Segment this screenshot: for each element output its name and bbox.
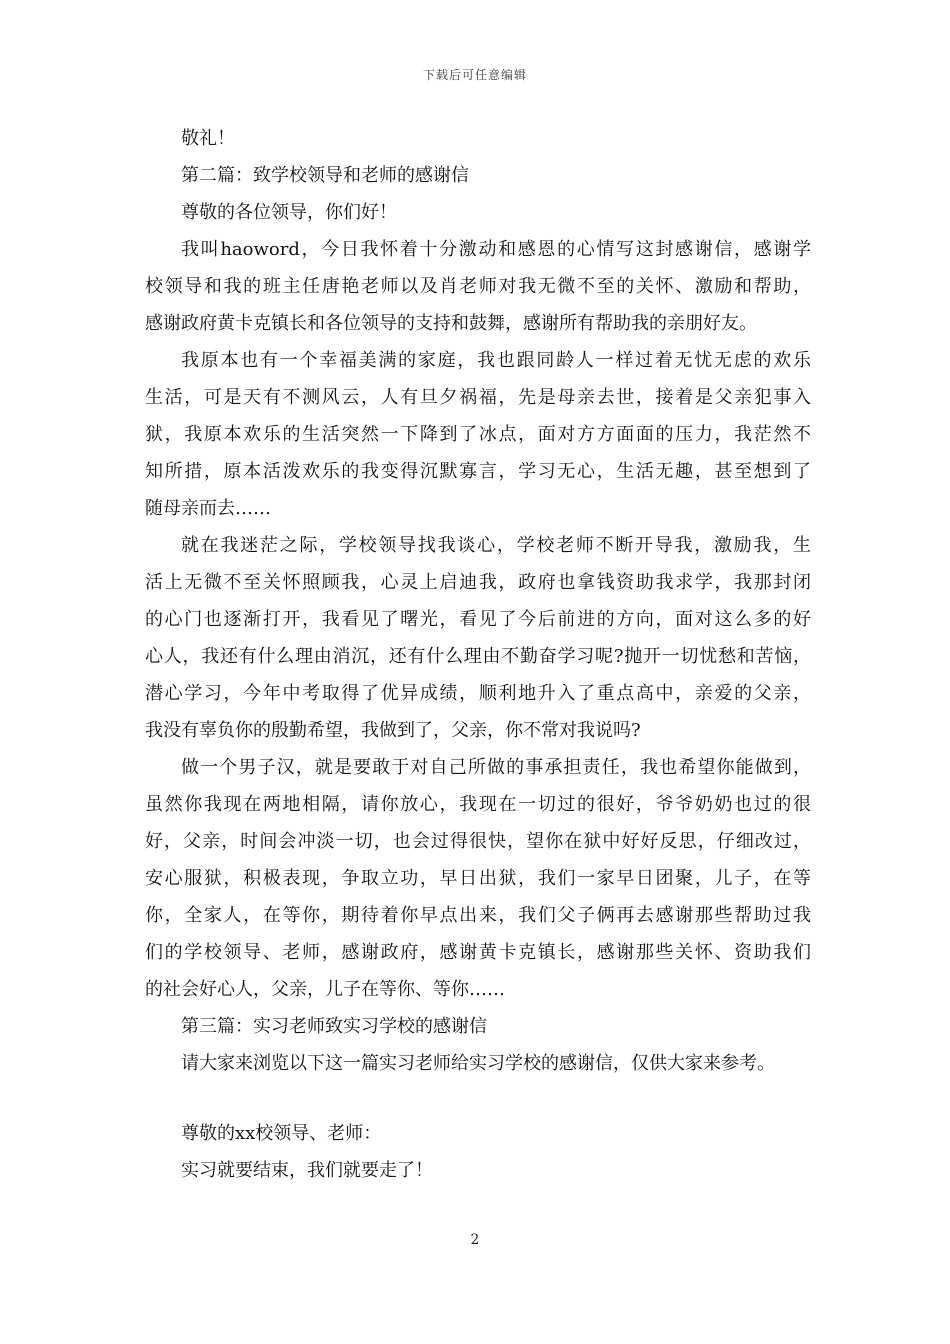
article2-paragraphs xyxy=(145,231,811,1008)
paragraph-line: 我叫haoword，今日我怀着十分激动和感恩的心情写这封感谢信，感谢学 xyxy=(181,239,811,260)
article3-title: 第三篇：实习老师致实习学校的感谢信 xyxy=(181,1016,487,1037)
document-body xyxy=(145,120,811,1189)
paragraph-line: 好，父亲，时间会冲淡一切，也会过得很快，望你在狱中好好反思，仔细改过， xyxy=(145,831,811,852)
closing-salutation: 敬礼！ xyxy=(181,128,235,149)
article2-title: 第二篇：致学校领导和老师的感谢信 xyxy=(181,165,469,186)
article3-line1: 实习就要结束，我们就要走了！ xyxy=(181,1160,433,1181)
paragraph-line: 生活，可是天有不测风云，人有旦夕祸福，先是母亲去世，接着是父亲犯事入 xyxy=(145,387,811,408)
paragraph-line: 感谢政府黄卡克镇长和各位领导的支持和鼓舞，感谢所有帮助我的亲朋好友。 xyxy=(145,313,757,334)
paragraph-line: 随母亲而去…… xyxy=(145,498,271,519)
article3-intro: 请大家来浏览以下这一篇实习老师给实习学校的感谢信，仅供大家来参考。 xyxy=(181,1053,775,1074)
paragraph-line: 我没有辜负你的殷勤希望，我做到了，父亲，你不常对我说吗? xyxy=(145,720,641,741)
paragraph-line: 的社会好心人，父亲，儿子在等你、等你…… xyxy=(145,979,505,1000)
paragraph-line: 做一个男子汉，就是要敢于对自己所做的事承担责任，我也希望你能做到， xyxy=(181,757,811,778)
page-number: 2 xyxy=(470,1232,480,1248)
paragraph xyxy=(145,527,811,749)
paragraph-line: 校领导和我的班主任唐艳老师以及肖老师对我无微不至的关怀、激励和帮助， xyxy=(145,276,811,297)
paragraph-line: 活上无微不至关怀照顾我，心灵上启迪我，政府也拿钱资助我求学，我那封闭 xyxy=(145,572,811,593)
paragraph-line: 就在我迷茫之际，学校领导找我谈心，学校老师不断开导我，激励我，生 xyxy=(181,535,811,556)
paragraph-line: 的心门也逐渐打开，我看见了曙光，看见了今后前进的方向，面对这么多的好 xyxy=(145,609,811,630)
paragraph-line: 安心服狱，积极表现，争取立功，早日出狱，我们一家早日团聚，儿子，在等 xyxy=(145,868,811,889)
paragraph-line: 潜心学习，今年中考取得了优异成绩，顺利地升入了重点高中，亲爱的父亲， xyxy=(145,683,811,704)
paragraph xyxy=(145,231,811,342)
paragraph-line: 们的学校领导、老师，感谢政府，感谢黄卡克镇长，感谢那些关怀、资助我们 xyxy=(145,942,811,963)
paragraph-line: 虽然你我现在两地相隔，请你放心，我现在一切过的很好，爷爷奶奶也过的很 xyxy=(145,794,811,815)
paragraph-line: 你，全家人，在等你，期待着你早点出来，我们父子俩再去感谢那些帮助过我 xyxy=(145,905,811,926)
paragraph-line: 心人，我还有什么理由消沉，还有什么理由不勤奋学习呢?抛开一切忧愁和苦恼， xyxy=(145,646,811,667)
blank-line xyxy=(145,1082,811,1115)
article3-greeting: 尊敬的xx校领导、老师： xyxy=(181,1123,382,1144)
paragraph-line: 知所措，原本活泼欢乐的我变得沉默寡言，学习无心，生活无趣，甚至想到了 xyxy=(145,461,811,482)
article2-greeting: 尊敬的各位领导，你们好！ xyxy=(181,202,397,223)
page-header: 下载后可任意编辑 xyxy=(422,68,527,82)
paragraph xyxy=(145,749,811,1008)
paragraph-line: 狱，我原本欢乐的生活突然一下降到了冰点，面对方方面面的压力，我茫然不 xyxy=(145,424,811,445)
paragraph xyxy=(145,342,811,527)
paragraph-line: 我原本也有一个幸福美满的家庭，我也跟同龄人一样过着无忧无虑的欢乐 xyxy=(181,350,811,371)
